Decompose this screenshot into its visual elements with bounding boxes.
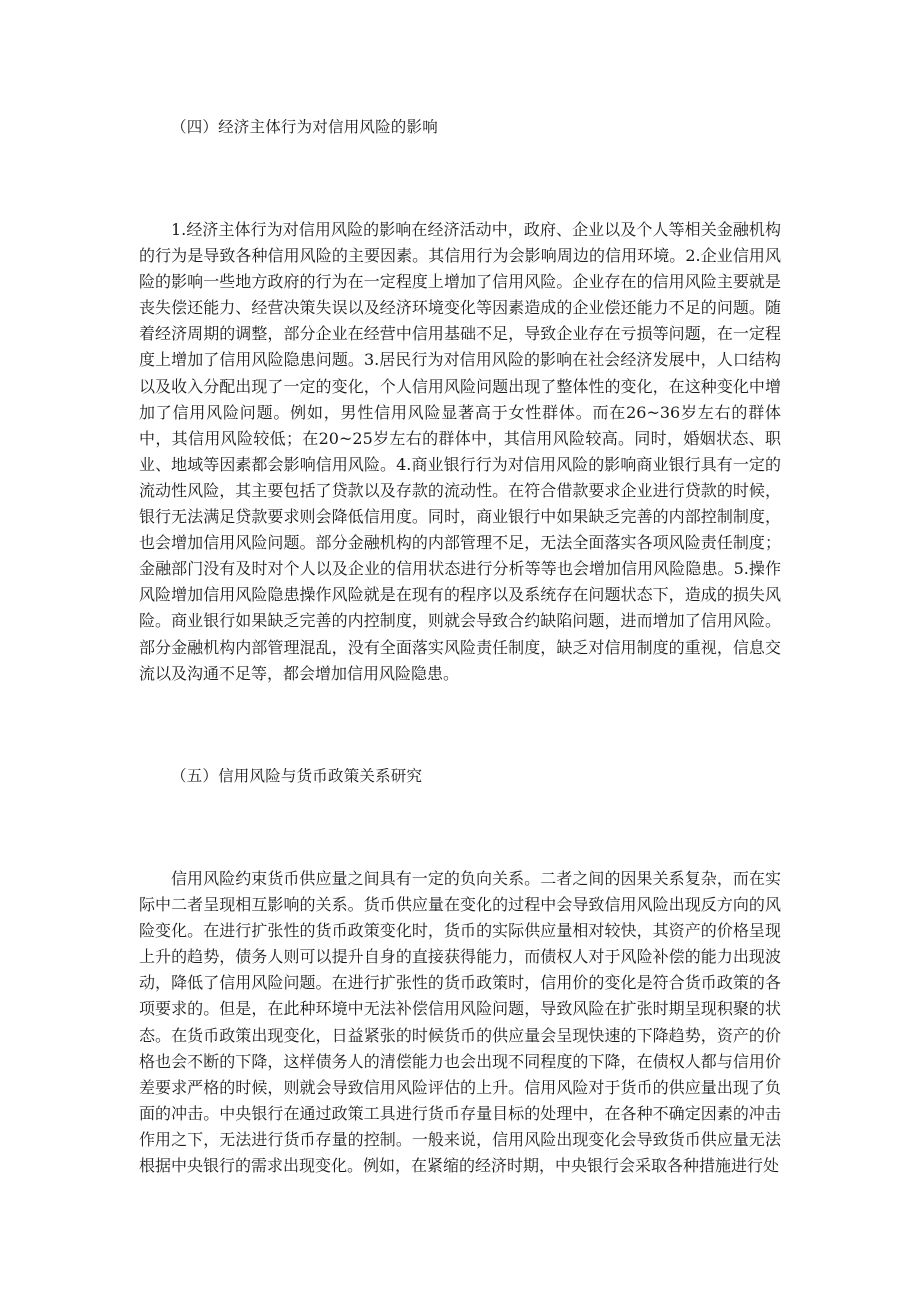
section-heading-5: （五）信用风险与货币政策关系研究 — [171, 767, 423, 785]
section-body-5: 信用风险约束货币供应量之间具有一定的负向关系。二者之间的因果关系复杂，而在实际中二者呈现相互影响的关系。货币供应量在变化的过程中会导致信用风险出现反方向的风险变化。在进行扩张性的货币政策变化时，货币的实际供应量相对较快，其资产的价格呈现上升的趋势，债务人则可以提升自身的直接获得能力，而债权人对于风险补偿的能力出现波动，降低了信用风险问题。在进行扩张性的货币政策时，信用价的变化是符合货币政策的各项要求的。但是，在此种环境中无法补偿信用风险问题，导致风险在扩张时期呈现积聚的状态。在货币政策出现变化，日益紧张的时候货币的供应量会呈现快速的下降趋势，资产的价格也会不断的下降，这样债务人的清偿能力也会出现不同程度的下降，在债权人都与信用价差要求严格的时候，则就会导致信用风险评估的上升。信用风险对于货币的供应量出现了负面的冲击。中央银行在通过政策工具进行货币存量目标的处理中，在各种不确定因素的冲击作用之下，无法进行货币存量的控制。一般来说，信用风险出现变化会导致货币供应量无法根据中央银行的需求出现变化。例如，在紧缩的经济时期，中央银行会采取各种措施进行处 — [139, 869, 781, 1176]
section-heading-4: （四）经济主体行为对信用风险的影响 — [171, 118, 438, 136]
section-body-4: 1.经济主体行为对信用风险的影响在经济活动中，政府、企业以及个人等相关金融机构的行为是导致各种信用风险的主要因素。其信用行为会影响周边的信用环境。2.企业信用风险的影响一些地方政府的行为在一定程度上增加了信用风险。企业存在的信用风险主要就是丧失偿还能力、经营决策失误以及经济环境变化等因素造成的企业偿还能力不足的问题。随着经济周期的调整，部分企业在经营中信用基础不足，导致企业存在亏损等问题，在一定程度上增加了信用风险隐患问题。3.居民行为对信用风险的影响在社会经济发展中，人口结构以及收入分配出现了一定的变化，个人信用风险问题出现了整体性的变化，在这种变化中增加了信用风险问题。例如，男性信用风险显著高于女性群体。而在26~36岁左右的群体中，其信用风险较低；在20~25岁左右的群体中，其信用风险较高。同时，婚姻状态、职业、地域等因素都会影响信用风险。4.商业银行行为对信用风险的影响商业银行具有一定的流动性风险，其主要包括了贷款以及存款的流动性。在符合借款要求企业进行贷款的时候，银行无法满足贷款要求则会降低信用度。同时，商业银行中如果缺乏完善的内部控制制度，也会增加信用风险问题。部分金融机构的内部管理不足，无法全面落实各项风险责任制度；金融部门没有及时对个人以及企业的信用状态进行分析等等也会增加信用风险隐患。5.操作风险增加信用风险隐患操作风险就是在现有的程序以及系统存在问题状态下，造成的损失风险。商业银行如果缺乏完善的内控制度，则就会导致合约缺陷问题，进而增加了信用风险。部分金融机构内部管理混乱，没有全面落实风险责任制度，缺乏对信用制度的重视，信息交流以及沟通不足等，都会增加信用风险隐患。 — [139, 220, 781, 683]
